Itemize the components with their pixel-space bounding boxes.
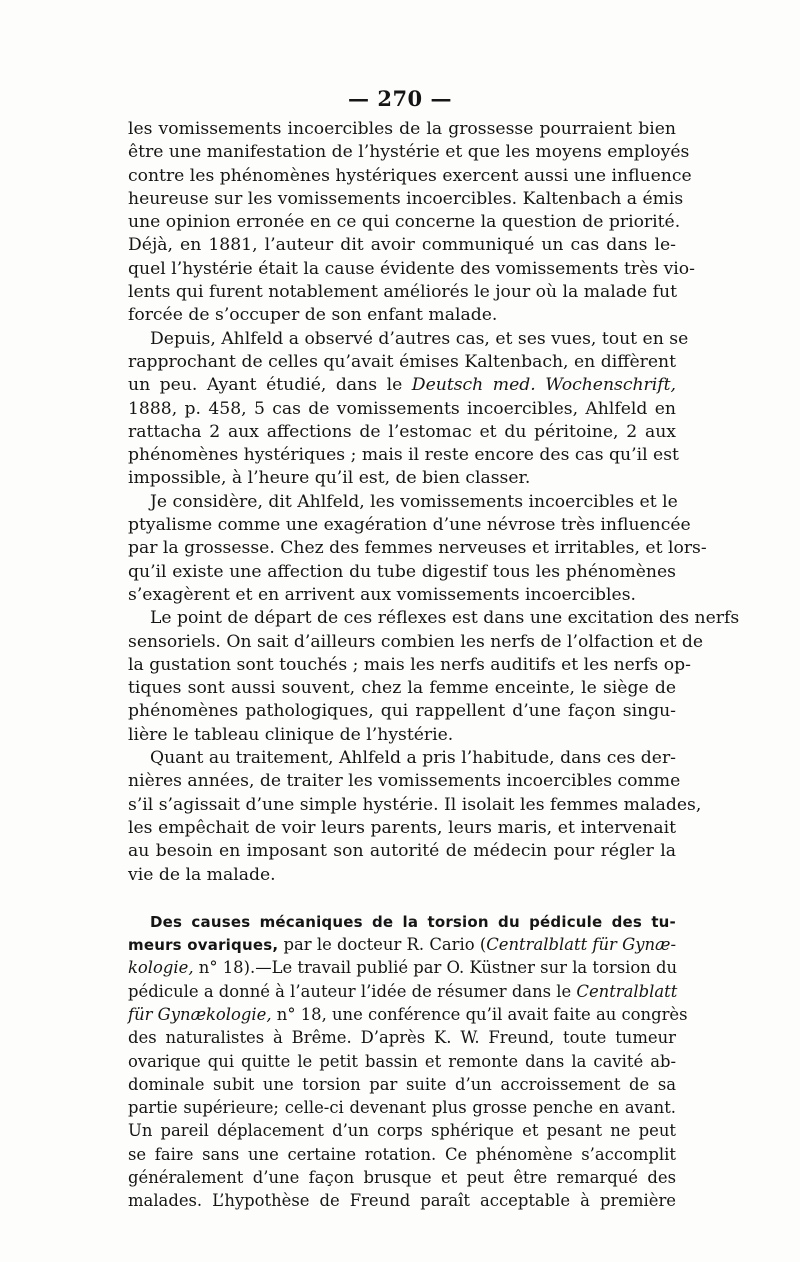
journal-title: kologie, [128,958,194,978]
text-line: lière le tableau clinique de l’hystérie. [128,724,454,745]
text-line: la gustation sont touchés ; mais les nerfs auditifs et les nerfs op- [128,654,691,675]
section-line: généralement d’une façon brusque et peut être remarqué des [128,1168,676,1188]
text-line: Déjà, en 1881, l’auteur dit avoir communiqué un cas dans le- [128,235,676,256]
section-spacer [128,887,676,910]
journal-title: Centralblatt für Gynæ- [486,935,676,955]
text-line: être une manifestation de l’hystérie et que les moyens employés [128,142,690,163]
text-line: une opinion erronée en ce qui concerne la question de priorité. [128,212,681,233]
section-line: des naturalistes à Brême. D’après K. W. Freund, toute tumeur [128,1028,676,1048]
text-run: n° 18, une conférence qu’il avait faite au congrès [271,1004,688,1024]
text-run: un peu. Ayant étudié, dans le [128,375,412,396]
text-line: rapprochant de celles qu’avait émises Kaltenbach, en diffèrent [128,351,676,372]
section-line [128,933,676,956]
text-line: contre les phénomènes hystériques exercent aussi une influence [128,165,692,186]
journal-title: Deutsch med. Wochenschrift, [411,375,676,396]
text-line: phénomènes hystériques ; mais il reste encore des cas qu’il est [128,445,679,466]
journal-title: für Gynækologie, [128,1004,272,1024]
text-line: Je considère, dit Ahlfeld, les vomissements incoercibles et le [150,491,678,512]
text-line: qu’il existe une affection du tube digestif tous les phénomènes [128,561,676,582]
section-line: malades. L’hypothèse de Freund paraît acceptable à première [128,1191,676,1211]
text-line: les vomissements incoercibles de la grossesse pourraient bien [128,119,676,139]
text-run: n° 18).—Le travail publié par O. Küstner sur la torsion du [193,958,678,978]
text-line: sensoriels. On sait d’ailleurs combien les nerfs de l’olfaction et de [128,631,704,652]
text-line: les empêchait de voir leurs parents, leurs maris, et intervenait [128,817,676,838]
text-line: 1888, p. 458, 5 cas de vomissements incoercibles, Ahlfeld en [128,398,676,419]
text-line: impossible, à l’heure qu’il est, de bien classer. [128,468,531,489]
text-line: Le point de départ de ces réflexes est dans une excitation des nerfs [150,608,740,629]
section-line: dominale subit une torsion par suite d’un accroissement de sa [128,1074,676,1094]
text-line: Quant au traitement, Ahlfeld a pris l’habitude, dans ces der- [150,748,676,769]
text-run: par le docteur R. Cario ( [278,935,487,955]
section-title-cont: meurs ovariques, [128,936,279,955]
section-title: Des causes mécaniques de la torsion du pédicule des tu- [150,912,676,931]
section-line [128,980,676,1003]
text-line: vie de la malade. [128,864,276,885]
text-line: lents qui furent notablement améliorés le jour où la malade fut [128,282,678,303]
text-run: pédicule a donné à l’auteur l’idée de résumer dans le [128,981,577,1001]
text-line: nières années, de traiter les vomissements incoercibles comme [128,771,681,792]
section-line: se faire sans une certaine rotation. Ce phénomène s’accomplit [128,1144,676,1164]
text-line: forcée de s’occuper de son enfant malade. [128,305,498,326]
section-line: ovarique qui quitte le petit bassin et remonte dans la cavité ab- [128,1051,676,1071]
section-line [128,956,676,979]
text-line: phénomènes pathologiques, qui rappellent d’une façon singu- [128,701,676,722]
text-line: quel l’hystérie était la cause évidente des vomissements très vio- [128,258,695,279]
journal-title: Centralblatt [576,981,678,1001]
text-line-with-journal [128,374,676,397]
text-line: au besoin en imposant son autorité de médecin pour régler la [128,841,676,862]
text-line: par la grossesse. Chez des femmes nerveuses et irritables, et lors- [128,538,707,559]
abstract-section [128,910,688,1213]
section-line [128,1003,688,1026]
text-line: s’exagèrent et en arrivent aux vomissements incoercibles. [128,584,637,605]
text-line: heureuse sur les vomissements incoercibles. Kaltenbach a émis [128,188,684,209]
text-line: s’il s’agissait d’une simple hystérie. Il isolait les femmes malades, [128,794,702,815]
main-text [128,118,740,1213]
section-line: partie supérieure; celle-ci devenant plus grosse penche en avant. [128,1098,676,1118]
text-line: Depuis, Ahlfeld a observé d’autres cas, et ses vues, tout en se [150,328,689,349]
text-line: tiques sont aussi souvent, chez la femme enceinte, le siège de [128,678,676,699]
section-heading-line [128,910,676,933]
text-line: ptyalisme comme une exagération d’une névrose très influencée [128,515,691,536]
page-number: — 270 — [348,86,452,111]
section-line: Un pareil déplacement d’un corps sphérique et pesant ne peut [128,1121,676,1141]
text-line: rattacha 2 aux affections de l’estomac et du péritoine, 2 aux [128,421,676,442]
